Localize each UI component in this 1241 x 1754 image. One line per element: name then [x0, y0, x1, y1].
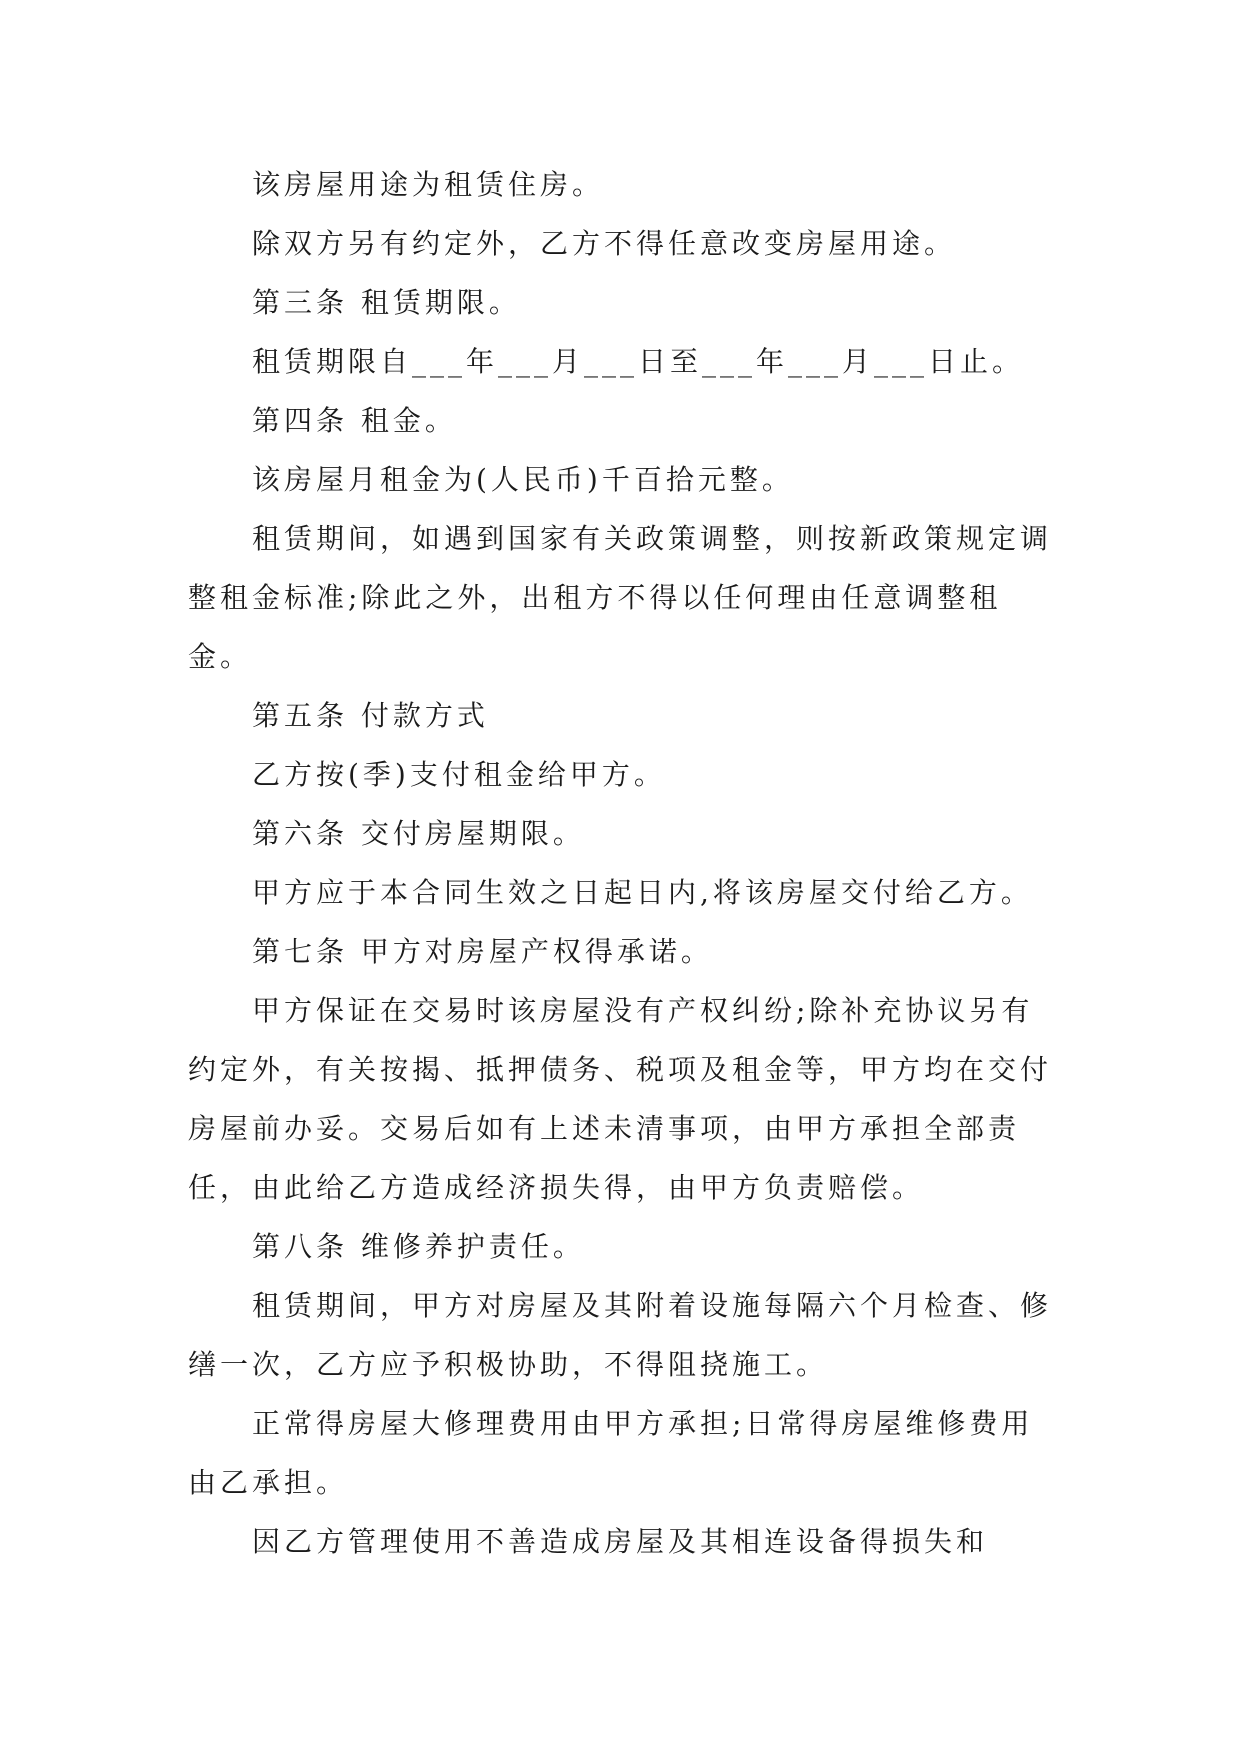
- document-body: [188, 155, 1052, 1571]
- paragraph-payment-method: 乙方按(季)支付租金给甲方。: [252, 758, 666, 791]
- article-6-heading: 第六条 交付房屋期限。: [252, 817, 585, 850]
- paragraph-damage-liability: 因乙方管理使用不善造成房屋及其相连设备得损失和: [252, 1525, 989, 1558]
- paragraph-rent-adjustment: 租赁期间，如遇到国家有关政策调整，则按新政策规定调整租金标准;除此之外，出租方不得以任何理由任意调整租金。: [188, 522, 1053, 673]
- paragraph-inspection: 租赁期间，甲方对房屋及其附着设施每隔六个月检查、修缮一次，乙方应予积极协助，不得阻挠施工。: [188, 1289, 1053, 1381]
- paragraph-repair-costs: 正常得房屋大修理费用由甲方承担;日常得房屋维修费用由乙承担。: [188, 1407, 1034, 1499]
- paragraph-property-rights: 甲方保证在交易时该房屋没有产权纠纷;除补充协议另有约定外，有关按揭、抵押债务、税项及租金等，甲方均在交付房屋前办妥。交易后如有上述未清事项，由甲方承担全部责任，由此给乙方造成经济损失得，由甲方负责赔偿。: [188, 994, 1053, 1204]
- article-4-heading: 第四条 租金。: [252, 404, 457, 437]
- paragraph-lease-term: 租赁期限自___年___月___日至___年___月___日止。: [252, 345, 1025, 378]
- paragraph-usage: 该房屋用途为租赁住房。: [252, 168, 605, 201]
- article-7-heading: 第七条 甲方对房屋产权得承诺。: [252, 935, 713, 968]
- article-8-heading: 第八条 维修养护责任。: [252, 1230, 585, 1263]
- article-5-heading: 第五条 付款方式: [252, 699, 489, 732]
- paragraph-usage-restriction: 除双方另有约定外，乙方不得任意改变房屋用途。: [252, 227, 957, 260]
- article-3-heading: 第三条 租赁期限。: [252, 286, 521, 319]
- paragraph-monthly-rent: 该房屋月租金为(人民币)千百拾元整。: [252, 463, 794, 496]
- paragraph-delivery: 甲方应于本合同生效之日起日内,将该房屋交付给乙方。: [252, 876, 1033, 909]
